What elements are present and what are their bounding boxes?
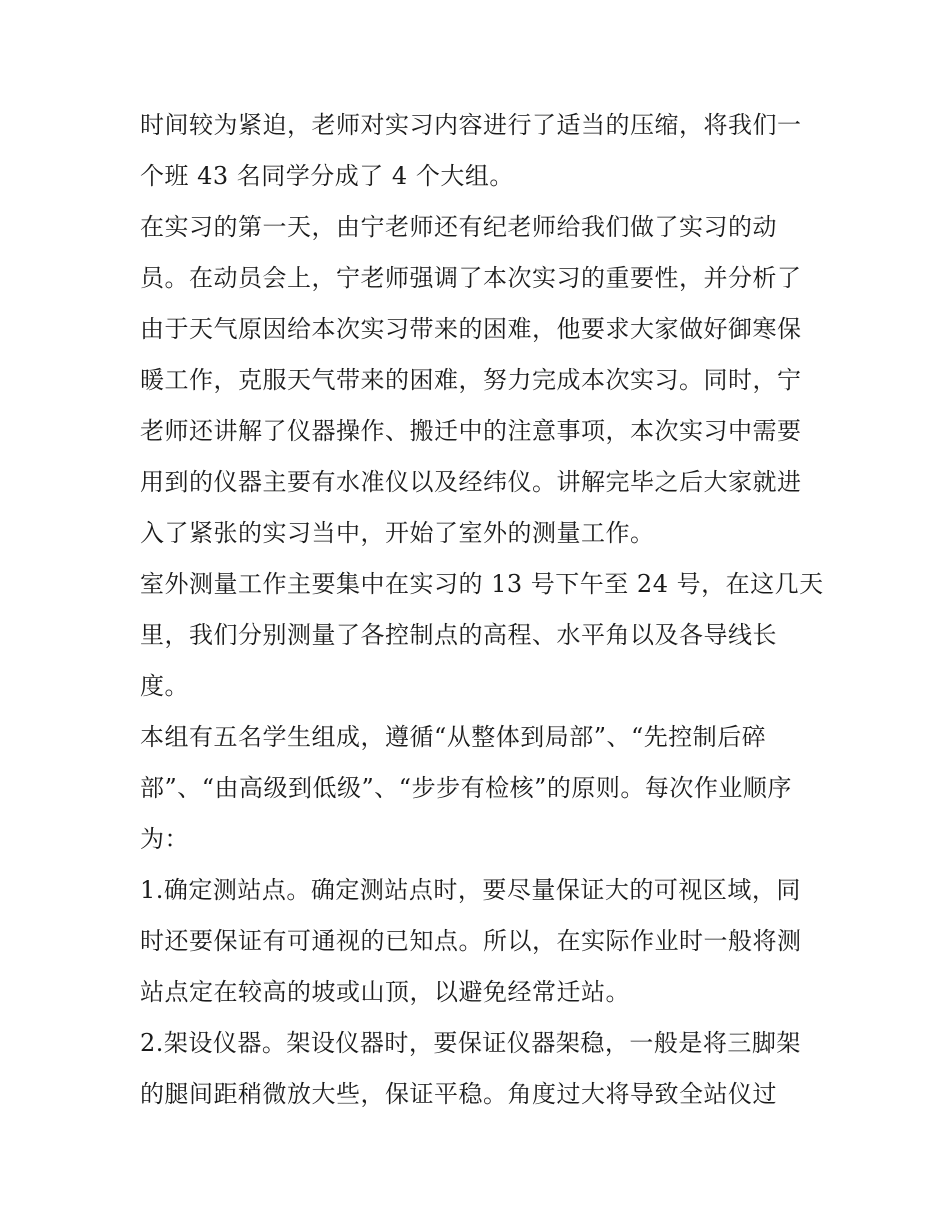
paragraph-3 bbox=[140, 559, 824, 712]
text-line: 由于天气原因给本次实习带来的困难，他要求大家做好御寒保 bbox=[140, 315, 802, 343]
text-line: 站点定在较高的坡或山顶，以避免经常迁站。 bbox=[140, 978, 630, 1006]
text-line: 员。在动员会上，宁老师强调了本次实习的重要性，并分析了 bbox=[140, 264, 802, 292]
text-line: 时还要保证有可通视的已知点。所以，在实际作业时一般将测 bbox=[140, 927, 802, 955]
text-line: 用到的仪器主要有水准仪以及经纬仪。讲解完毕之后大家就进 bbox=[140, 468, 802, 496]
paragraph-1 bbox=[140, 100, 815, 202]
text-line: 时间较为紧迫，老师对实习内容进行了适当的压缩，将我们一 bbox=[140, 111, 802, 139]
text-line: 的腿间距稍微放大些，保证平稳。角度过大将导致全站仪过 bbox=[140, 1080, 777, 1108]
paragraph-2 bbox=[140, 202, 815, 559]
text-line: 为： bbox=[140, 825, 189, 853]
text-line: 暖工作，克服天气带来的困难，努力完成本次实习。同时，宁 bbox=[140, 366, 802, 394]
text-line: 2.架设仪器。架设仪器时，要保证仪器架稳，一般是将三脚架 bbox=[140, 1029, 801, 1057]
text-line: 度。 bbox=[140, 672, 189, 700]
text-line: 个班 43 名同学分成了 4 个大组。 bbox=[140, 162, 514, 190]
text-line: 部”、“由高级到低级”、“步步有检核”的原则。每次作业顺序 bbox=[140, 774, 792, 802]
paragraph-6 bbox=[140, 1018, 815, 1120]
text-line: 1.确定测站点。确定测站点时，要尽量保证大的可视区域，同 bbox=[140, 876, 801, 904]
paragraph-4 bbox=[140, 712, 815, 865]
text-line: 入了紧张的实习当中，开始了室外的测量工作。 bbox=[140, 519, 655, 547]
text-line: 本组有五名学生组成，遵循“从整体到局部”、“先控制后碎 bbox=[140, 723, 767, 751]
text-line: 在实习的第一天，由宁老师还有纪老师给我们做了实习的动 bbox=[140, 213, 777, 241]
text-line: 室外测量工作主要集中在实习的 13 号下午至 24 号，在这几天 bbox=[140, 570, 824, 598]
document-body bbox=[140, 100, 824, 1120]
text-line: 老师还讲解了仪器操作、搬迁中的注意事项，本次实习中需要 bbox=[140, 417, 802, 445]
paragraph-5 bbox=[140, 865, 815, 1018]
text-line: 里，我们分别测量了各控制点的高程、水平角以及各导线长 bbox=[140, 621, 777, 649]
